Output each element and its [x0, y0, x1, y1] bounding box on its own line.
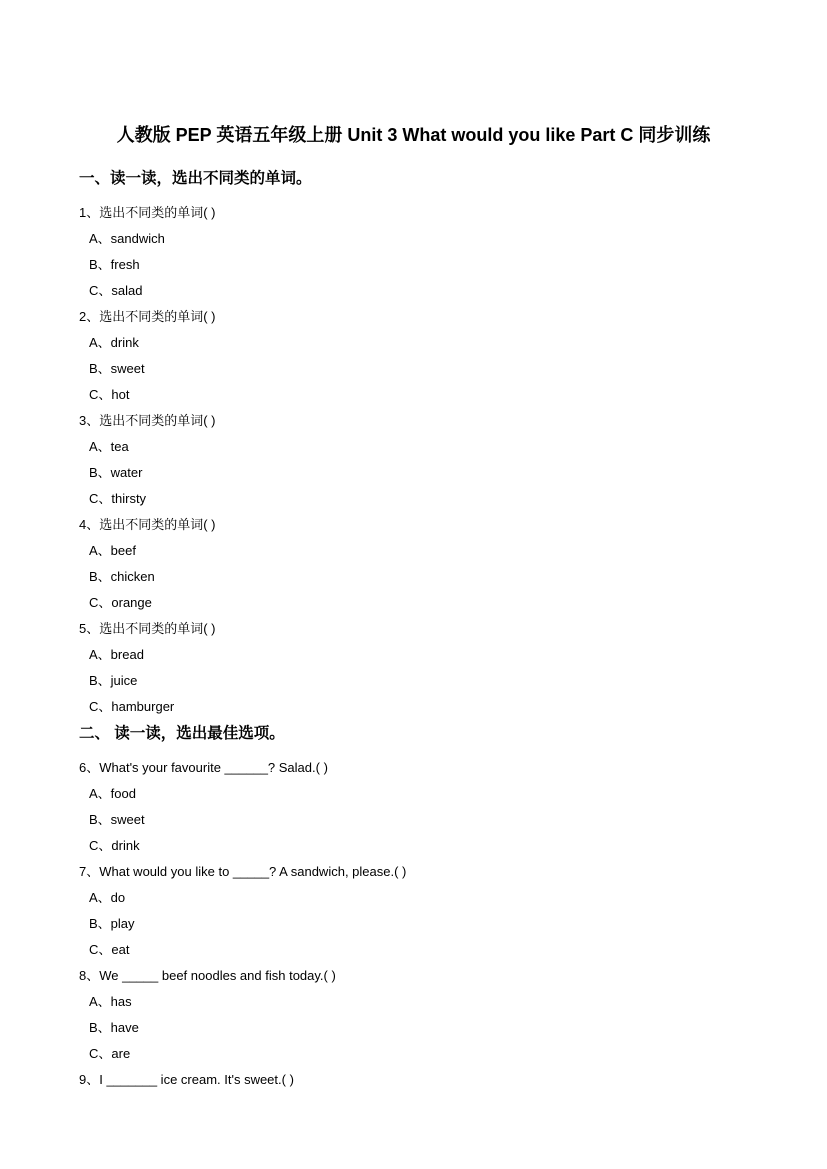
option-c: C、drink	[89, 838, 140, 853]
question-stem: 8、We _____ beef noodles and fish today.( )	[79, 968, 336, 983]
option-b: B、fresh	[89, 257, 140, 272]
question-stem: 6、What's your favourite ______? Salad.( )	[79, 760, 328, 775]
option-b: B、have	[89, 1020, 139, 1035]
section-heading: 一、读一读，选出不同类的单词。	[79, 170, 312, 187]
option-a: A、drink	[89, 335, 139, 350]
option-c: C、thirsty	[89, 491, 147, 506]
option-c: C、salad	[89, 283, 143, 298]
option-a: A、beef	[89, 543, 136, 558]
option-b: B、juice	[89, 673, 138, 688]
option-a: A、tea	[89, 439, 129, 454]
option-b: B、sweet	[89, 812, 145, 827]
option-a: A、food	[89, 786, 136, 801]
question-stem: 3、选出不同类的单词( )	[79, 413, 216, 428]
option-c: C、are	[89, 1046, 131, 1061]
option-b: B、water	[89, 465, 143, 480]
question-stem: 4、选出不同类的单词( )	[79, 517, 216, 532]
section-heading: 二、 读一读，选出最佳选项。	[79, 725, 285, 742]
option-c: C、eat	[89, 942, 130, 957]
option-a: A、has	[89, 994, 132, 1009]
option-b: B、play	[89, 916, 135, 931]
question-stem: 7、What would you like to _____? A sandwich, please.( )	[79, 864, 407, 879]
option-a: A、do	[89, 890, 126, 905]
question-stem: 5、选出不同类的单词( )	[79, 621, 216, 636]
question-stem: 9、I _______ ice cream. It's sweet.( )	[79, 1072, 294, 1087]
option-c: C、hamburger	[89, 699, 175, 714]
option-b: B、chicken	[89, 569, 155, 584]
worksheet-content	[79, 167, 759, 1093]
option-c: C、orange	[89, 595, 152, 610]
option-c: C、hot	[89, 387, 130, 402]
option-b: B、sweet	[89, 361, 145, 376]
question-stem: 1、选出不同类的单词( )	[79, 205, 216, 220]
option-a: A、bread	[89, 647, 144, 662]
question-stem: 2、选出不同类的单词( )	[79, 309, 216, 324]
option-a: A、sandwich	[89, 231, 165, 246]
document-title: 人教版 PEP 英语五年级上册 Unit 3 What would you like Part C 同步训练	[116, 125, 711, 145]
